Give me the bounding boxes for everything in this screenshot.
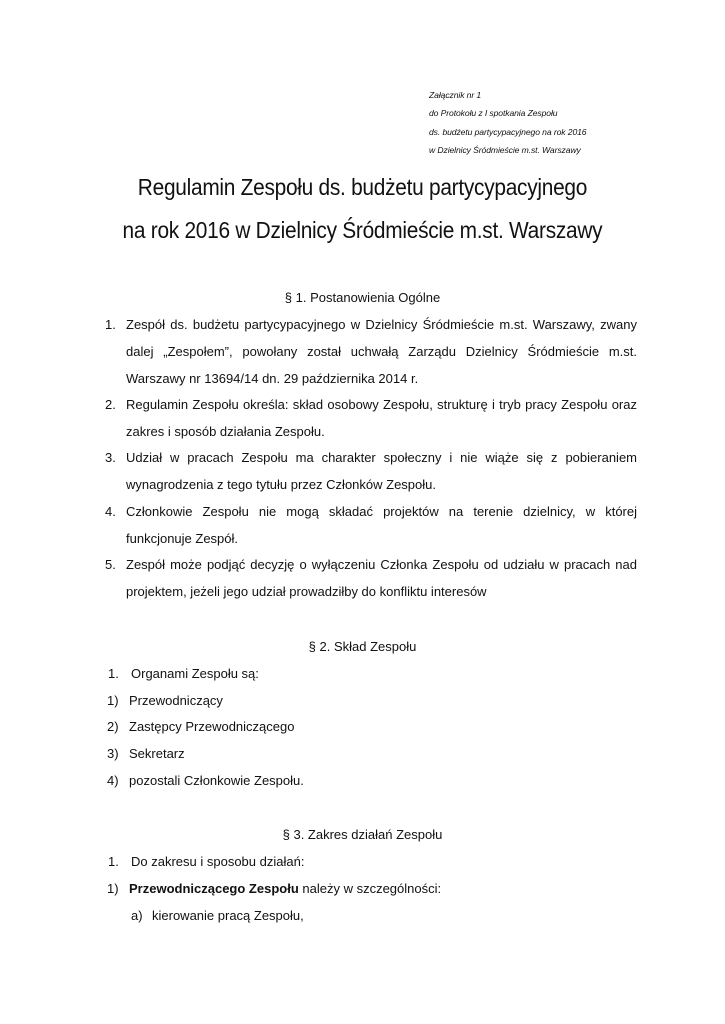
annex-line-3: ds. budżetu partycypacyjnego na rok 2016	[429, 126, 587, 137]
section-2-item-2	[107, 718, 294, 736]
item-number: 1.	[108, 854, 119, 869]
item-number: 4)	[107, 773, 119, 788]
title-line-2: na rok 2016 w Dzielnicy Śródmieście m.st. Warszawy	[122, 217, 603, 243]
item-text: Przewodniczący	[129, 693, 223, 708]
annex-line-1: Załącznik nr 1	[429, 90, 482, 100]
item-text: Organami Zespołu są:	[131, 666, 259, 681]
title-line-1: Regulamin Zespołu ds. budżetu partycypacyjnego	[137, 174, 588, 200]
item-text: Zastępcy Przewodniczącego	[129, 719, 295, 734]
section-2-intro	[108, 665, 259, 683]
item-text: pozostali Członkowie Zespołu.	[129, 773, 304, 788]
item-text: Do zakresu i sposobu działań:	[131, 854, 305, 869]
section-3-heading: § 3. Zakres działań Zespołu	[282, 827, 443, 842]
item-text: Członkowie Zespołu nie mogą składać projektów na terenie dzielnicy, w której funkcjonuje Zespół.	[126, 504, 637, 546]
item-number: 3)	[107, 746, 119, 761]
item-number: 1.	[108, 666, 119, 681]
item-letter: a)	[131, 908, 143, 923]
item-number: 2)	[107, 719, 119, 734]
item-number: 1)	[107, 881, 119, 896]
item-text: Sekretarz	[129, 746, 185, 761]
item-number: 1)	[107, 693, 119, 708]
section-1-item-1	[105, 312, 637, 392]
section-2-item-1	[107, 692, 223, 710]
section-1-heading: § 1. Postanowienia Ogólne	[284, 290, 441, 305]
section-1-item-4	[105, 499, 637, 553]
item-text-bold: Przewodniczącego Zespołu	[129, 881, 299, 896]
item-text: należy w szczególności:	[298, 881, 442, 896]
item-text: Regulamin Zespołu określa: skład osobowy Zespołu, strukturę i tryb pracy Zespołu oraz zakres i sposób działania Zespołu.	[126, 397, 637, 439]
section-2-heading: § 2. Skład Zespołu	[308, 639, 417, 654]
item-number: 4.	[105, 504, 116, 519]
item-number: 5.	[105, 557, 116, 572]
section-1-item-2	[105, 392, 637, 446]
section-2-item-4	[107, 772, 304, 790]
section-3-intro	[108, 853, 304, 871]
section-2-item-3	[107, 745, 185, 763]
item-number: 1.	[105, 317, 116, 332]
annex-header	[429, 86, 586, 159]
document-title	[36, 166, 689, 252]
annex-line-4: w Dzielnicy Śródmieście m.st. Warszawy	[429, 144, 581, 155]
annex-line-2: do Protokołu z I spotkania Zespołu	[429, 108, 558, 119]
section-1-item-3	[105, 445, 637, 499]
item-text: Udział w pracach Zespołu ma charakter społeczny i nie wiąże się z pobieraniem wynagrodzenia z tego tytułu przez Członków Zespołu.	[126, 450, 637, 492]
section-3-sub-item-a	[131, 907, 304, 925]
item-text: Zespół ds. budżetu partycypacyjnego w Dzielnicy Śródmieście m.st. Warszawy, zwany dalej „Zespołem”, powołany został uchwałą Zarządu Dzielnicy Śródmieście m.st. Warszawy nr 13694/14 dn. 29 października 2014 r.	[126, 317, 637, 386]
item-number: 2.	[105, 397, 116, 412]
section-1-item-5	[105, 552, 637, 606]
item-text: kierowanie pracą Zespołu,	[152, 908, 304, 923]
item-number: 3.	[105, 450, 116, 465]
item-text: Zespół może podjąć decyzję o wyłączeniu Członka Zespołu od udziału w pracach nad projektem, jeżeli jego udział prowadziłby do konfliktu interesów	[126, 557, 637, 599]
section-3-item-1	[107, 880, 441, 898]
